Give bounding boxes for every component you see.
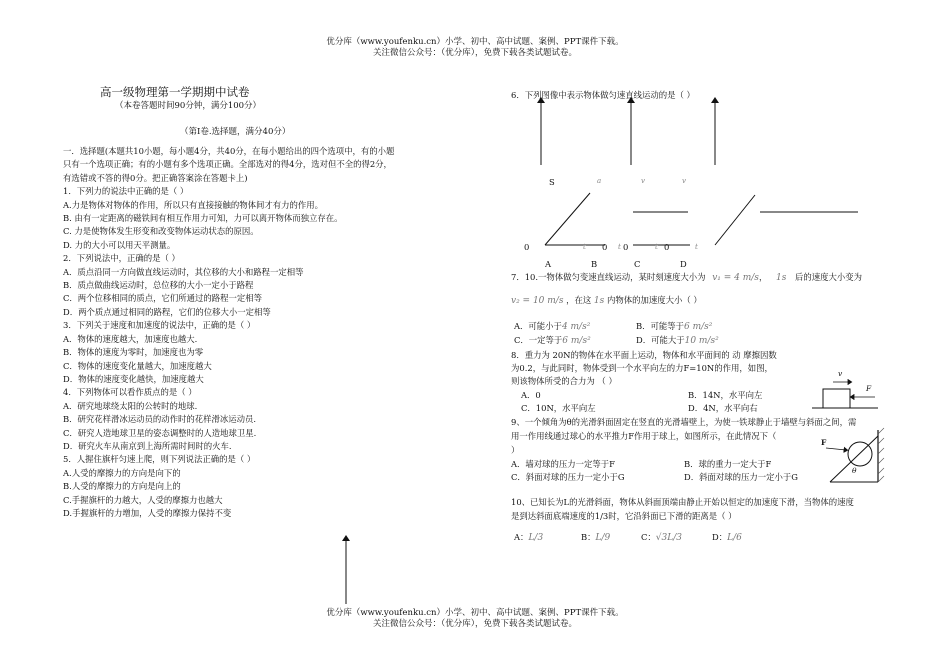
q8-line1: 8．重力为 20N的物体在水平面上运动，物体和水平面间的 动 摩擦因数 bbox=[511, 350, 777, 360]
footer-line-2: 关注微信公众号：（优分库），免费下载各类试题试卷。 bbox=[372, 619, 577, 629]
q7-option-a: A．可能小于4 m/s² bbox=[514, 321, 591, 332]
q7-text-d: ，在这 bbox=[566, 295, 592, 305]
q10-option-c: C：√3L/3 bbox=[641, 532, 682, 543]
header-line-2: 关注微信公众号：（优分库），免费下载各类试题试卷。 bbox=[372, 48, 577, 58]
q6-xlabel-d: t bbox=[695, 243, 698, 251]
left-line: D.手握旗杆的力增加，人受的摩擦力保持不变 bbox=[63, 507, 232, 518]
q6-graph-a-line bbox=[545, 193, 590, 245]
q7-t2: 1s bbox=[593, 296, 605, 306]
left-line: B．物体的速度为零时，加速度也为零 bbox=[63, 347, 204, 358]
left-line: 1．下列力的说法中正确的是（ ） bbox=[63, 186, 189, 197]
q10-option-d: D：L/6 bbox=[712, 532, 742, 543]
left-line: 2．下列说法中，正确的是（ ） bbox=[63, 253, 180, 264]
q7-text-b: ， bbox=[758, 272, 768, 282]
q9-line3: ） bbox=[511, 445, 520, 455]
q8-fig-v: v bbox=[838, 369, 843, 378]
left-line: D．物体的速度变化越快，加速度越大 bbox=[63, 373, 204, 384]
q7-text-c: 后的速度大小变为 bbox=[795, 272, 863, 282]
q8-block bbox=[823, 389, 850, 408]
q6-ylabel-a: S bbox=[549, 177, 555, 187]
left-line: C. 力是使物体发生形变和改变物体运动状态的原因。 bbox=[63, 226, 259, 237]
header-line-1: 优分库（www.youfenku.cn）小学、初中、高中试题、案例、PPT课件下载。 bbox=[326, 37, 624, 47]
q7-line1 bbox=[511, 271, 862, 285]
q8-line3: 则该物体所受的合力为 （ ） bbox=[511, 376, 617, 386]
q10-line2: 是到达斜面底端速度的1/3时，它沿斜面已下滑的距离是（ ） bbox=[511, 511, 737, 521]
q6-option-c: C bbox=[634, 259, 641, 269]
q6-origin-a: 0 bbox=[524, 242, 530, 252]
q6-ylabel-b: a bbox=[597, 177, 602, 185]
left-line: B．质点做曲线运动时，总位移的大小一定小于路程 bbox=[63, 280, 254, 291]
q6-stem: 6．下列图像中表示物体做匀速直线运动的是（ ） bbox=[511, 90, 695, 100]
q9-line2: 用一作用线通过球心的水平推力F作用于球上，如图所示，在此情况下（ bbox=[511, 431, 777, 441]
q10-line1: 10、已知长为L的光滑斜面，物体从斜面顶端由静止开始以恒定的加速度下滑，当物体的速度 bbox=[511, 497, 854, 507]
q9-fig-theta: θ bbox=[852, 466, 857, 475]
q8-option-d: D．4N，水平向右 bbox=[688, 403, 758, 413]
q7-v1: v₁ = 4 m/s bbox=[712, 273, 759, 283]
left-line: A．质点沿同一方向做直线运动时，其位移的大小和路程一定相等 bbox=[63, 266, 304, 277]
left-line: D．两个质点通过相同的路程，它们的位移大小一定相等 bbox=[63, 306, 271, 317]
footer-line-1: 优分库（www.youfenku.cn）小学、初中、高中试题、案例、PPT课件下载。 bbox=[326, 608, 624, 618]
left-line: A.人受的摩擦力的方向是向下的 bbox=[63, 467, 181, 478]
q9-ball bbox=[848, 442, 872, 466]
left-line: B．研究花样滑冰运动员的动作时的花样滑冰运动员. bbox=[63, 414, 257, 425]
q6-xlabel-b: t bbox=[618, 243, 621, 251]
q7-text-a: 7．10.一物体做匀变速直线运动，某时刻速度大小为 bbox=[511, 272, 706, 282]
left-line: C.手握旗杆的力越大，人受的摩擦力也越大 bbox=[63, 494, 223, 505]
exam-title: 高一级物理第一学期期中试卷 bbox=[100, 85, 250, 99]
q6-xlabel-a: t bbox=[583, 243, 586, 251]
exam-subtitle: （本卷答题时间90分钟，满分100分） bbox=[115, 101, 262, 111]
left-line: B.人受的摩擦力的方向是向上的 bbox=[63, 481, 181, 492]
left-line: 一．选择题(本题共10小题，每小题4分，共40分，在每小题给出的四个选项中，有的小题 bbox=[63, 146, 395, 156]
q9-fig-F: F bbox=[821, 438, 827, 447]
q8-line2: 为0.2，与此同时，物体受到一个水平向左的力F=10N的作用，如图， bbox=[511, 363, 773, 373]
left-line: 有选错或不答的得0分。把正确答案涂在答题卡上) bbox=[63, 172, 248, 183]
q10-option-a: A：L/3 bbox=[514, 532, 544, 543]
q6-ylabel-d: v bbox=[682, 177, 686, 185]
q8-fig-F: F bbox=[866, 384, 872, 393]
q8-option-a: A．0 bbox=[521, 390, 541, 400]
q9-force-arrow bbox=[826, 448, 846, 450]
q6-xlabel-c: t bbox=[655, 243, 658, 251]
left-line: A．物体的速度越大，加速度也越大. bbox=[63, 333, 198, 344]
q8-option-c: C．10N，水平向左 bbox=[521, 403, 596, 413]
q9-option-c: C．斜面对球的压力一定小于G bbox=[511, 472, 625, 482]
left-line: A.力是物体对物体的作用，所以只有直接接触的物体间才有力的作用。 bbox=[63, 199, 323, 210]
q9-option-b: B．球的重力一定大于F bbox=[684, 459, 772, 469]
left-line: D. 力的大小可以用天平测量。 bbox=[63, 239, 176, 250]
left-line: C．物体的速度变化量越大，加速度越大 bbox=[63, 360, 212, 371]
q9-option-a: A．墙对球的压力一定等于F bbox=[511, 459, 615, 469]
part1-heading: （第Ⅰ卷.选择题，满分40分） bbox=[180, 127, 291, 137]
q7-text-e: 内物体的加速度大小（ ） bbox=[606, 295, 702, 305]
left-line: A．研究地球绕太阳的公转时的地球. bbox=[63, 400, 198, 411]
left-line: B. 由有一定距离的磁铁间有相互作用力可知，力可以离开物体而独立存在。 bbox=[63, 213, 343, 224]
q6-graph-d-line bbox=[715, 195, 755, 245]
q7-t1: 1s bbox=[775, 273, 787, 283]
q6-option-a: A bbox=[545, 259, 552, 269]
q9-line1: 9、一个倾角为θ的光滑斜面固定在竖直的光滑墙壁上，为使一铁球静止于墙壁与斜面之间，需 bbox=[511, 417, 857, 427]
q6-origin-d: 0 bbox=[664, 242, 670, 252]
left-line: 3．下列关于速度和加速度的说法中，正确的是（ ） bbox=[63, 320, 256, 331]
left-line: 只有一个选项正确；有的小题有多个选项正确。全部选对的得4分，选对但不全的得2分， bbox=[63, 159, 392, 170]
q7-option-d: D．可能大于10 m/s² bbox=[636, 335, 719, 346]
q9-hatching bbox=[878, 428, 884, 482]
left-line: D．研究火车从南京到上海所需时间时的火车. bbox=[63, 440, 232, 451]
q6-origin-c: 0 bbox=[623, 242, 629, 252]
q7-option-b: B．可能等于6 m/s² bbox=[636, 321, 713, 332]
q6-option-b: B bbox=[591, 259, 598, 269]
q8-option-b: B．14N，水平向左 bbox=[688, 390, 763, 400]
left-line: C．两个位移相同的质点，它们所通过的路程一定相等 bbox=[63, 293, 263, 304]
left-line: C．研究人造地球卫星的姿态调整时的人造地球卫星. bbox=[63, 427, 257, 438]
q7-line2 bbox=[511, 294, 702, 308]
q7-v2: v₂ = 10 m/s bbox=[511, 296, 564, 306]
q9-option-d: D．斜面对球的压力一定小于G bbox=[684, 472, 798, 482]
left-line: 4．下列物体可以看作质点的是（ ） bbox=[63, 387, 197, 398]
q7-option-c: C．一定等于6 m/s² bbox=[514, 335, 591, 346]
q6-ylabel-c: v bbox=[641, 177, 645, 185]
q6-option-d: D bbox=[680, 259, 687, 269]
q10-option-b: B：L/9 bbox=[581, 532, 611, 543]
left-line: 5．人握住旗杆匀速上爬，则下列说法正确的是（ ） bbox=[63, 454, 256, 465]
q6-origin-b: 0 bbox=[602, 242, 608, 252]
